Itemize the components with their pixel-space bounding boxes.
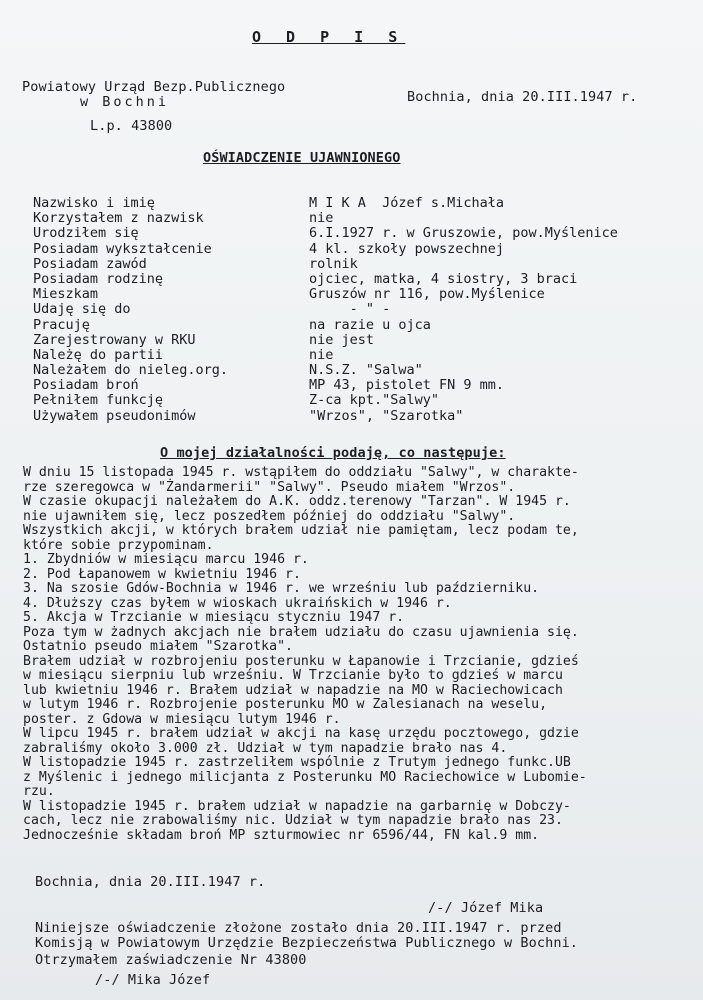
field-label: Należałem do nieleg.org. [33,362,229,379]
narrative-line: zabraliśmy około 3.000 zł. Udział w tym napadzie brało nas 4. [23,740,508,756]
declaration-title: OŚWIADCZENIE UJAWNIONEGO [203,150,401,166]
field-label: Posiadam broń [33,377,139,394]
narrative-line: lub kwietniu 1946 r. Brałem udział w napadzie na MO w Raciechowicach [23,682,563,698]
field-row [33,242,673,257]
field-label: Nazwisko i imię [33,195,155,211]
narrative-line: cach, lecz nie zrabowaliśmy nic. Udział w tym napadzie brało nas 23. [23,813,563,828]
narrative-line: 4. Dłuższy czas byłem w wioskach ukraińskich w 1946 r. [23,595,452,611]
field-value: M I K A Józef s.Michała [309,195,505,211]
field-value: nie [309,210,334,227]
narrative-line: Ostatnio pseudo miałem "Szarotka". [23,639,293,654]
personal-data-fields [33,196,673,424]
field-label: Należę do partii [33,346,164,363]
narrative-line: W lipcu 1945 r. brałem udział w akcji na kasę urzędu pocztowego, gdzie [23,726,579,741]
field-value: nie [309,346,334,363]
field-row [33,378,673,393]
field-value: Z-ca kpt."Salwy" [309,392,440,409]
field-label: Pracuję [33,316,90,333]
field-value: - " - [309,301,391,318]
field-label: Udaję się do [33,301,131,318]
narrative-line: 3. Na szosie Gdów-Bochnia w 1946 r. we wrześniu lub październiku. [23,581,540,596]
narrative-line: poster. z Gdowa w miesiącu lutym 1946 r. [23,711,341,727]
statement-line: Komisją w Powiatowym Urzędzie Bezpieczeństwa Publicznego w Bochni. [35,935,579,951]
certificate-note: Otrzymałem zaświadczenie Nr 43800 [35,952,307,968]
field-value: nie jest [309,331,375,348]
field-label: Korzystałem z nazwisk [33,210,204,227]
narrative-line: które sobie przypominam. [23,537,214,553]
field-label: Zarejestrowany w RKU [33,331,196,348]
signature-receipt: /-/ Mika Józef [95,972,211,988]
narrative-line: W listopadzie 1945 r. brałem udział w napadzie na garbarnię w Dobczy- [23,798,571,814]
field-row [33,348,673,363]
field-row [33,302,673,317]
field-row [33,363,673,378]
activity-narrative [23,466,683,843]
field-value: "Wrzos", "Szarotka" [309,407,464,424]
field-value: N.S.Z. "Salwa" [309,362,423,379]
field-row [33,318,673,333]
field-label: Pełniłem funkcję [33,392,164,409]
document-title: O D P I S [252,28,406,46]
narrative-line: 5. Akcja w Trzcianie w miesiącu styczniu 1947 r. [23,610,405,625]
field-value: MP 43, pistolet FN 9 mm. [309,377,505,394]
field-row [33,272,673,287]
narrative-line: rzu. [23,784,55,799]
statement-line: Niniejsze oświadczenie złożone zostało dnia 20.III.1947 r. przed [35,920,562,936]
closing-place-date: Bochnia, dnia 20.III.1947 r. [35,874,266,890]
narrative-line: rze szeregowca w "Żandarmerii" "Salwy". Pseudo miałem "Wrzos". [23,479,516,495]
field-label: Urodziłem się [33,225,139,242]
field-row [33,333,673,348]
field-row [33,226,673,241]
office-name: Powiatowy Urząd Bezp.Publicznego [22,79,286,95]
signature-declarant: /-/ Józef Mika [428,900,544,916]
reference-number: L.p. 43800 [90,118,173,134]
field-label: Mieszkam [33,286,99,303]
narrative-line: w lutym 1946 r. Rozbrojenie posterunku MO w Zalesianach na weselu, [23,697,548,712]
narrative-line: W dniu 15 listopada 1945 r. wstąpiłem do oddziału "Salwy", w charakte- [23,465,579,480]
field-value: Gruszów nr 116, pow.Myślenice [309,286,545,303]
narrative-line: Brałem udział w rozbrojeniu posterunku w Łapanowie i Trzcianie, gdzieś [23,653,579,669]
field-row [33,409,673,424]
narrative-line: Wszystkich akcji, w których brałem udział nie pamiętam, lecz podam te, [23,523,579,538]
narrative-line: Poza tym w żadnych akcjach nie brałem udziału do czasu ujawnienia się. [23,624,579,640]
narrative-line: nie ujawniłem się, lecz poszedłem później do oddziału "Salwy". [23,508,516,524]
field-label: Posiadam wykształcenie [33,240,212,257]
field-value: 4 kl. szkoły powszechnej [309,240,505,257]
narrative-line: 1. Zbydniów w miesiącu marcu 1946 r. [23,552,309,567]
field-label: Posiadam rodzinę [33,270,164,287]
field-value: na razie u ojca [309,316,431,333]
activity-heading: O mojej działalności podaję, co następuje: [160,445,506,461]
field-label: Posiadam zawód [33,255,147,272]
field-row [33,257,673,272]
field-row [33,287,673,302]
field-row [33,196,673,211]
field-value: ojciec, matka, 4 siostry, 3 braci [309,270,578,287]
field-row [33,211,673,226]
narrative-line: z Myślenic i jednego milicjanta z Posterunku MO Raciechowice w Lubomie- [23,769,587,785]
narrative-line: W czasie okupacji należałem do A.K. oddz.terenowy "Tarzan". W 1945 r. [23,494,571,509]
narrative-line: W listopadzie 1945 r. zastrzeliłem wspólnie z Trutym jednego funkc.UB [23,755,571,770]
place-and-date: Bochnia, dnia 20.III.1947 r. [407,89,638,105]
narrative-line: Jednocześnie składam broń MP szturmowiec nr 6596/44, FN kal.9 mm. [23,827,540,843]
field-row [33,393,673,408]
narrative-line: 2. Pod Łapanowem w kwietniu 1946 r. [23,566,301,582]
field-value: rolnik [309,255,358,272]
field-value: 6.I.1927 r. w Gruszowie, pow.Myślenice [309,225,618,242]
field-label: Używałem pseudonimów [33,407,196,424]
office-location: w Bochni [80,94,170,110]
narrative-line: w miesiącu sierpniu lub wrześniu. W Trzcianie było to gdzieś w marcu [23,668,563,683]
